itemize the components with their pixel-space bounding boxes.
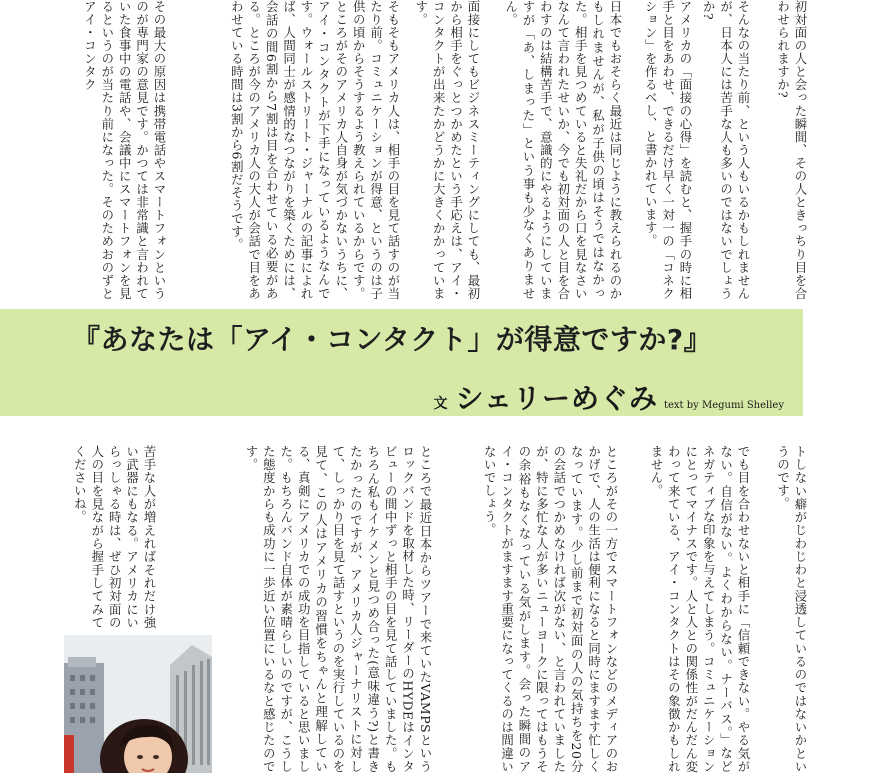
author-name: シェリーめぐみ (455, 382, 658, 415)
paragraph: その最大の原因は携帯電話やスマートフォンというのが専門家の意見です。かつては非常識と言われていた食事中の電話や、会議中にスマートフォンを見るというのが当たり前になった。そのためおのずとアイ・コンタク (82, 0, 167, 300)
top-column-6 (192, 0, 402, 300)
bottom-column-3 (440, 445, 620, 773)
paragraph: 苦手な人が増えればそれだけ強い武器にもなる。アメリカにいらっしゃる時は、ぜひ初対面の人の目を見ながら握手してみてくださいね。 (72, 445, 157, 629)
paragraph: ところがその一方でスマートフォンなどのメディアのおかげで、人の生活は便利になると同時にますます忙しくなっています。少し前まで初対面の人の気持ちを20分の会話でつかめなければ次がない、と言われていましたが、特に多忙な人が多いニューヨークに限ってはもうその余裕もなくなっている気がします。会った瞬間のアイ・コンタクトがますます重要になってくるのは間違いないでしょう。 (482, 445, 619, 773)
top-column-7 (62, 0, 168, 300)
byline-prefix: 文 (433, 396, 448, 412)
top-column-3 (624, 0, 694, 300)
paragraph: でも目を合わせないと相手に「信頼できない。やる気がない。自信がない。よくわからない。ナーバス。」などネガティブな印象を与えてしまう。コミュニケーションにとってマイナスです。人と人との関係性がだんだん変わって来ている、アイ・コンタクトはその象徴かもしれません。 (648, 445, 751, 773)
paragraph: そんなの当たり前、という人もいるかもしれませんが、日本人には苦手な人も多いのではないでしょうか? (701, 0, 751, 300)
bottom-column-2 (626, 445, 752, 773)
bottom-column-5 (62, 445, 158, 629)
paragraph: アメリカの「面接の心得」を読むと、握手の時に相手と目をあわせ、できるだけ早く一対一の「コネクション」を作るべし、と書かれています。 (643, 0, 693, 300)
paragraph: そもそもアメリカ人は、相手の目を見て話すのが当たり前。コミュニケーションが得意、というのは子供の頃からそうするよう教えられているからです。ところがそのアメリカ人自身が気づかないうちに、アイ・コンタクトが下手になっているようなんです。ウォールストリート・ジャーナルの記事によれば、人間同士が感情的なつながりを築くためには、会話の間6割から7割は目を合わせている必要がある。ところが今のアメリカ人の大人が会話で目をあわせている時間は3割から6割だそうです。 (229, 0, 401, 300)
top-column-1 (757, 0, 809, 300)
top-column-4 (484, 0, 624, 300)
bottom-column-1 (765, 445, 809, 773)
top-column-5 (408, 0, 482, 300)
article-title: 『あなたは「アイ・コンタクト」が得意ですか?』 (72, 323, 713, 356)
paragraph: ところで最近日本からツアーで来ていたVAMPSというロックバンドを取材した時、リーダーのHYDEはインタビューの間中ずっと相手の目を見て話していました。もちろん私もイケメンと見つめ合った(意味違う?)と書きたかったのですが、アメリカ人ジャーナリストに対して、しっかり目を見て話すというのを実行しているのを見て、この人はアメリカの習慣をちゃんと理解している、真剣にアメリカでの成功を目指していると思いました。もちろんバンド自体が素晴らしいのですが、こうした態度からも成功に一歩近い位置にいるなと感じたのです。 (243, 445, 433, 773)
author-photo (64, 635, 212, 773)
paragraph: 面接にしてもビジネスミーティングにしても、最初から相手をぐっとつかめたという手応えは、アイ・コンタクトが出来たかどうかに大きくかかっています。 (413, 0, 481, 300)
paragraph: 初対面の人と会った瞬間、その人ときっちり目を合わせられますか? (775, 0, 808, 300)
byline-english: text by Megumi Shelley (663, 400, 784, 411)
byline (434, 377, 785, 417)
paragraph: トしない癖がじわじわと浸透しているのではないかというのです。 (775, 445, 808, 773)
street-photo-illustration (64, 635, 212, 773)
paragraph: 日本でもおそらく最近は同じように教えられるのかもしれませんが、私が子供の頃はそうではなかった。相手を見つめていると失礼だから口を見なさいなんて言われたせいか、今でも初対面の人と目を合わすのは結構苦手で、意識的にやるようにしていますが「あ、しまった」という事も少なくありません。 (503, 0, 623, 300)
top-column-2 (700, 0, 752, 300)
